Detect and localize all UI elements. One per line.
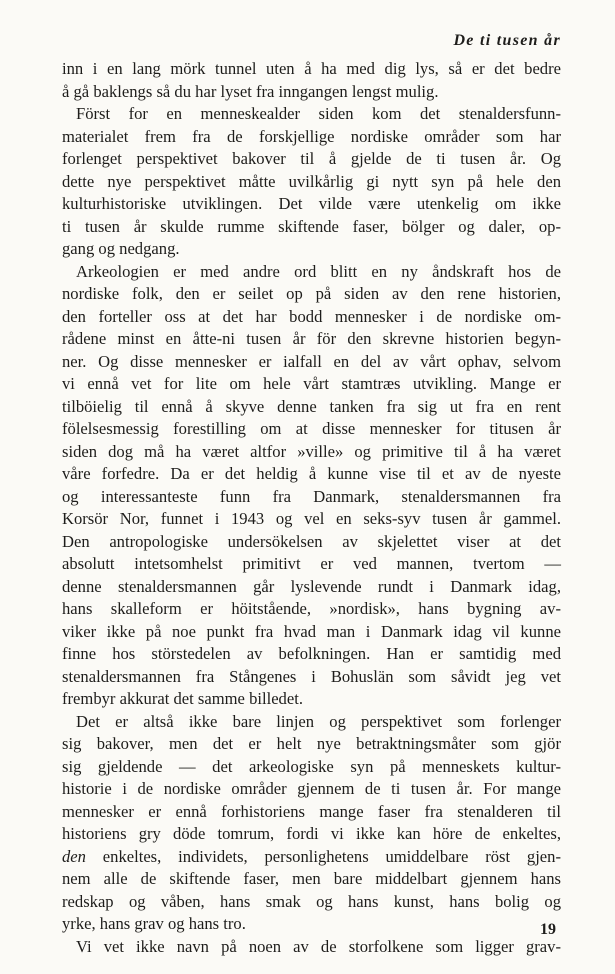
text-line: Vi vet ikke navn på noen av de storfolkene som ligger grav-: [76, 936, 561, 956]
text-line: sig gjeldende — det arkeologiske syn på menneskets kultur-: [62, 756, 561, 776]
text-line: og interessanteste funn fra Danmark, stenaldersmannen fra: [62, 486, 561, 506]
text-line: mennesker er ennå forhistoriens mange faser fra stenalderen til: [62, 801, 561, 821]
text-line: rådene minst en åtte-ni tusen år för den skrevne historien begyn-: [62, 329, 561, 348]
text-line: vi ennå vet for lite om hele vårt stamtræs utvikling. Mange er: [62, 374, 561, 393]
page-number: 19: [540, 921, 556, 938]
text-line: kulturhistoriske utviklingen. Det vilde være utenkelig om ikke: [62, 194, 561, 213]
text-line: sig bakover, men det er helt nye betraktningsmåter som gjör: [62, 734, 561, 753]
body-text: [62, 58, 561, 958]
text-line: ner. Og disse mennesker er ialfall en del av vårt ophav, selvom: [62, 351, 561, 371]
text-line: Arkeologien er med andre ord blitt en ny åndskraft hos de: [76, 261, 561, 281]
text-line: hans skalleform er höitstående, »nordisk», hans bygning av-: [62, 599, 561, 618]
text-line: våre forfedre. Da er det heldig å kunne vise til et av de nyeste: [62, 464, 561, 483]
text-line: ti tusen år skulde rumme skiftende faser, bölger og daler, op-: [62, 216, 561, 236]
text-line: finne hos störstedelen av befolkningen. Han er samtidig med: [62, 644, 561, 663]
text-line: Korsör Nor, funnet i 1943 og vel en seks-syv tusen år gammel.: [62, 509, 561, 528]
text-line: dette nye perspektivet måtte uvilkårlig gi nytt syn på hele den: [62, 171, 561, 191]
text-line: materialet frem fra de forskjellige nordiske områder som har: [62, 126, 561, 146]
text-line: gang og nedgang.: [62, 239, 180, 258]
text-line: stenaldersmannen fra Stångenes i Bohuslän som såvidt jeg vet: [62, 666, 561, 686]
text-line: den forteller oss at det har bodd mennesker i de nordiske om-: [62, 306, 561, 326]
text-line: frembyr akkurat det samme billedet.: [62, 689, 303, 708]
text-line: absolutt intetsomhelst primitivt er ved mannen, tvertom —: [62, 554, 561, 573]
text-line: historie i de nordiske områder gjennem de ti tusen år. For mange: [62, 779, 561, 798]
text-line: denne stenaldersmannen går lyslevende rundt i Danmark idag,: [62, 576, 561, 596]
text-line: historiens gry döde tomrum, fordi vi ikke kan höre de enkeltes,: [62, 824, 561, 843]
text-line: redskap og våben, hans smak og hans kunst, hans bolig og: [62, 891, 561, 911]
text-line: forlenget perspektivet bakover til å gjelde de ti tusen år. Og: [62, 149, 561, 168]
text-line: Det er altså ikke bare linjen og perspektivet som forlenger: [76, 711, 561, 731]
running-header: De ti tusen år: [453, 32, 561, 49]
text-line: den enkeltes, individets, personlighetens umiddelbare röst gjen-: [62, 846, 561, 866]
text-line: yrke, hans grav og hans tro.: [62, 914, 246, 933]
text-line: Först for en menneskealder siden kom det stenaldersfunn-: [76, 104, 561, 123]
text-line: siden dog må ha været altfor »ville» og primitive til å ha været: [62, 441, 561, 461]
text-line: fölelsesmessig forestilling om at disse mennesker for titusen år: [62, 419, 561, 438]
text-line: å gå baklengs så du har lyset fra inngangen lengst mulig.: [62, 81, 439, 101]
text-line: inn i en lang mörk tunnel uten å ha med dig lys, så er det bedre: [62, 59, 561, 78]
text-line: nem alle de skiftende faser, men bare middelbart gjennem hans: [62, 869, 561, 888]
text-line: Den antropologiske undersökelsen av skjelettet viser at det: [62, 531, 561, 551]
text-line: viker ikke på noe punkt fra hvad man i Danmark idag vil kunne: [62, 621, 561, 641]
text-line: tilböielig til ennå å skyve denne tanken fra sig ut fra en rent: [62, 396, 561, 416]
text-line: nordiske folk, den er seilet op på siden av den rene historien,: [62, 284, 561, 303]
